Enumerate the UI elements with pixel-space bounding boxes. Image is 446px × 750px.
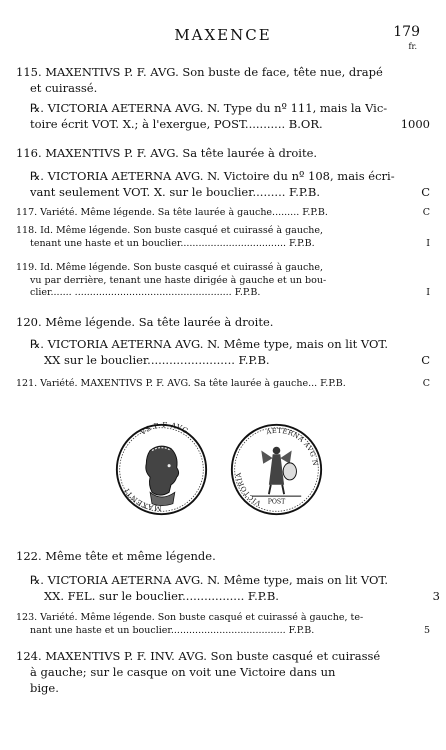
- entry-text: à gauche; sur le casque on voit une Victoire dans un: [30, 665, 336, 679]
- entry-text: XX. FEL. sur le bouclier................. F.P.B.: [44, 589, 279, 603]
- entry-text: tenant une haste et un bouclier................................... F.P.B.: [30, 237, 315, 249]
- coin-illustration: [114, 422, 324, 517]
- entry-text: ℞. VICTORIA AETERNA AVG. N. Victoire du nº 108, mais écri-: [30, 169, 395, 183]
- entry-text: 119. Id. Même légende. Son buste casqué et cuirassé à gauche,: [16, 262, 324, 273]
- rarity-value: 5: [423, 624, 430, 636]
- entry-text: 120. Même légende. Sa tête laurée à droite.: [16, 315, 274, 329]
- entry-text: nant une haste et un bouclier...................................... F.P.B.: [30, 624, 315, 636]
- reverse-description-120: [16, 336, 430, 368]
- entry-text: XX sur le bouclier........................ F.P.B.: [44, 353, 270, 367]
- catalog-entry-116: [16, 145, 430, 161]
- entry-text: 117. Variété. Même légende. Sa tête laurée à gauche......... F.P.B.: [16, 207, 328, 218]
- entry-text: 123. Variété. Même légende. Son buste casqué et cuirassé à gauche, te-: [16, 612, 364, 623]
- entry-text: clier....... .................................................... F.P.B.: [30, 287, 261, 298]
- rarity-value: 3: [432, 589, 440, 603]
- coin-legend: VS P F AVG: [138, 422, 191, 437]
- page-number: 179: [393, 24, 420, 40]
- rarity-value: C: [421, 353, 430, 367]
- catalog-entry-117: [16, 207, 430, 220]
- entry-text: 124. MAXENTIVS P. F. INV. AVG. Son buste casqué et cuirassé: [16, 649, 381, 663]
- coin-legend: AETERNA AVG N: [265, 426, 320, 467]
- entry-text: vant seulement VOT. X. sur le bouclier......... F.P.B.: [30, 185, 321, 199]
- coin-reverse-image: [229, 422, 324, 517]
- coin-legend: VICTORIA: [234, 471, 263, 508]
- entry-text: toire écrit VOT. X.; à l'exergue, POST........... B.OR.: [30, 117, 323, 131]
- entry-text: ℞. VICTORIA AETERNA AVG. N. Type du nº 111, mais la Vic-: [30, 101, 388, 115]
- coin-obverse-image: [114, 422, 209, 517]
- coin-exergue: POST: [267, 498, 286, 506]
- rarity-value: I: [426, 287, 430, 298]
- entry-text: 122. Même tête et même légende.: [16, 549, 216, 563]
- entry-text: 121. Variété. MAXENTIVS P. F. AVG. Sa tête laurée à gauche... F.P.B.: [16, 378, 346, 389]
- entry-text: vu par derrière, tenant une haste dirigée à gauche et un bou-: [30, 274, 327, 286]
- coin-reverse-drawing: [229, 422, 324, 517]
- rarity-value: I: [426, 237, 430, 249]
- catalog-entry-118: [16, 225, 430, 250]
- catalog-entry-123: [16, 612, 430, 637]
- reverse-description-122: [16, 572, 440, 604]
- catalog-entry-122: [16, 548, 430, 564]
- entry-text: 118. Id. Même légende. Son buste casqué et cuirassé à gauche,: [16, 225, 324, 236]
- running-title: MAXENCE: [174, 26, 272, 44]
- catalog-entry-124: [16, 648, 430, 696]
- catalog-entry-120: [16, 314, 430, 330]
- entry-text: ℞. VICTORIA AETERNA AVG. N. Même type, mais on lit VOT.: [30, 337, 389, 351]
- page-header: [0, 18, 446, 51]
- rarity-value: C: [422, 378, 430, 389]
- entry-text: bige.: [30, 681, 59, 695]
- reverse-description-115: [16, 100, 430, 132]
- entry-text: et cuirassé.: [30, 81, 98, 95]
- catalog-entry-121: [16, 378, 430, 391]
- price-unit-label: fr.: [408, 42, 417, 51]
- entry-text: 115. MAXENTIVS P. F. AVG. Son buste de face, tête nue, drapé: [16, 65, 383, 79]
- coin-obverse-drawing: [114, 422, 209, 517]
- price-value: 1000: [400, 117, 430, 131]
- entry-text: 116. MAXENTIVS P. F. AVG. Sa tête laurée à droite.: [16, 146, 318, 160]
- catalog-entry-119: [16, 262, 430, 300]
- coin-legend: MAXENTI: [122, 486, 162, 513]
- rarity-value: C: [421, 185, 430, 199]
- catalog-entry-115: [16, 64, 430, 96]
- rarity-value: C: [422, 207, 430, 218]
- entry-text: ℞. VICTORIA AETERNA AVG. N. Même type, mais on lit VOT.: [30, 573, 389, 587]
- reverse-description-116: [16, 168, 430, 200]
